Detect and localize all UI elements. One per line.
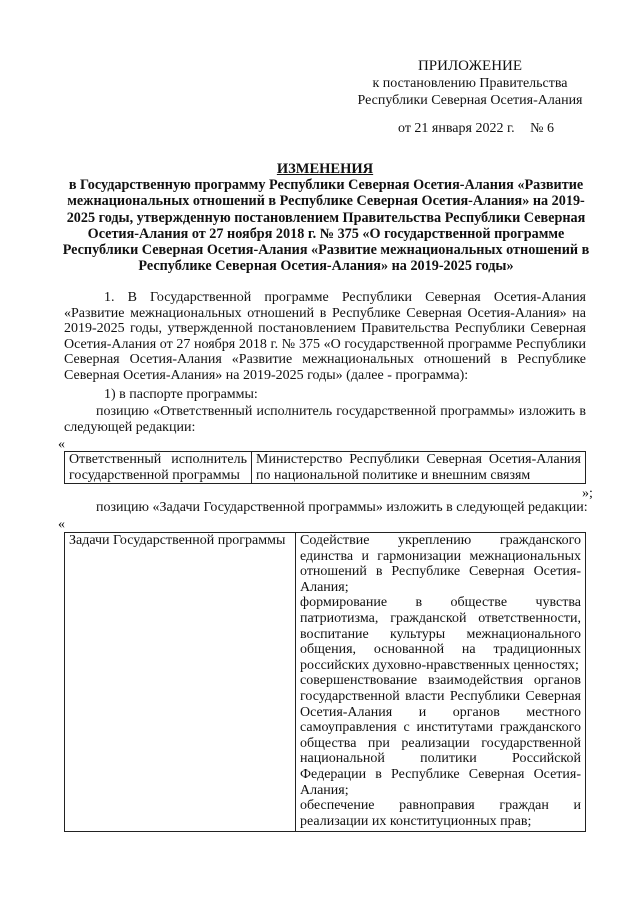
title-line: в Государственную программу Республики Северная Осетия-Алания «Развитие — [68, 177, 584, 193]
appendix-title: ПРИЛОЖЕНИЕ — [417, 58, 523, 74]
changes-heading: ИЗМЕНЕНИЯ — [276, 161, 374, 177]
appendix-subtitle-line: Республики Северная Осетия-Алания — [357, 93, 583, 108]
table-cell-tasks — [296, 533, 586, 832]
paragraph-1: 1. В Государственной программе Республики Северная Осетия-Алания «Развитие межнациональных отношений в Республике Северная Осетия-Алания» на 2019-2025 годы, утвержденной постановлением Правительства Республики Северная Осетия-Алания от 27 ноября 2018 г. № 375 «О государственной программе Республики Северная Осетия-Алания «Развитие межнациональных отношений в Республике Северная Осетия-Алания» на 2019-2025 годы» (далее - программа): — [64, 290, 586, 383]
title-line: 2025 годы, утвержденную постановлением Правительства Республики Северная — [66, 209, 586, 226]
task-item: формирование в обществе чувства патриотизма, гражданской ответственности, воспитание культуры межнационального общения, основанной на традиционных российских духовно-нравственных ценностях; — [300, 595, 581, 673]
quote-open-mark: « — [58, 517, 65, 532]
paragraph-3: позицию «Ответственный исполнитель государственной программы» изложить в следующей редакции: — [64, 404, 586, 435]
document-date: от 21 января 2022 г. — [398, 121, 515, 136]
table-row — [65, 452, 586, 484]
quote-open-mark: « — [58, 437, 65, 452]
quote-close-mark: »; — [582, 486, 593, 501]
paragraph-2: 1) в паспорте программы: — [104, 387, 258, 402]
program-tasks-table — [64, 532, 586, 832]
changes-title — [56, 177, 596, 275]
table-cell-label: Ответственный исполнитель государственной программы — [65, 452, 252, 484]
title-line: Республике Северная Осетия-Алания» на 2019-2025 годы» — [138, 258, 514, 275]
table-cell-value: Министерство Республики Северная Осетия-Алания по национальной политике и внешним связям — [252, 452, 586, 484]
task-item: Содействие укреплению гражданского единства и гармонизации межнациональных отношений в Республике Северная Осетия-Алания; — [300, 533, 581, 595]
document-number: № 6 — [530, 121, 554, 136]
appendix-header — [355, 58, 585, 109]
title-line: Осетия-Алания от 27 ноября 2018 г. № 375 «О государственной программе — [87, 225, 565, 242]
title-line: Республики Северная Осетия-Алания «Развитие межнациональных отношений в — [62, 242, 590, 259]
document-date-number — [398, 121, 554, 137]
table-row — [65, 533, 586, 832]
responsible-executor-table — [64, 451, 586, 484]
title-line: межнациональных отношений в Республике Северная Осетия-Алания» на 2019- — [67, 193, 585, 210]
appendix-subtitle-line: к постановлению Правительства — [372, 76, 568, 91]
paragraph-4: позицию «Задачи Государственной программы» изложить в следующей редакции: — [96, 500, 588, 515]
table-cell-label: Задачи Государственной программы — [65, 533, 296, 832]
task-item: совершенствование взаимодействия органов государственной власти Республики Северная Осетия-Алания и органов местного самоуправления с институтами гражданского общества при реализации государственной национальной политики Российской Федерации в Республике Северная Осетия-Алания; — [300, 673, 581, 798]
task-item: обеспечение равноправия граждан и реализации их конституционных прав; — [300, 798, 581, 829]
